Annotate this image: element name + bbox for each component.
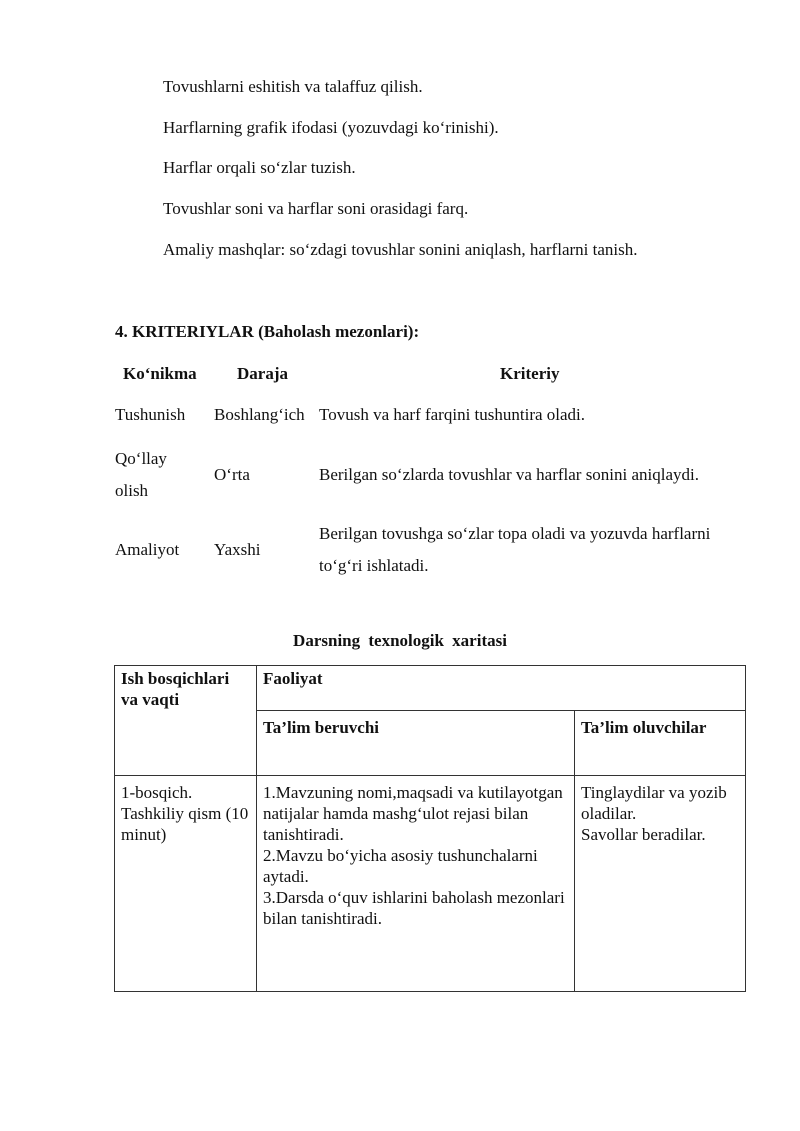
- stage-time-header: Ish bosqichlari va vaqti: [115, 666, 257, 776]
- criteria-criterion: Berilgan tovushga so‘zlar topa oladi va yozuvda harflarni to‘g‘ri ishlatadi.: [319, 524, 711, 575]
- criteria-criterion: Berilgan so‘zlarda tovushlar va harflar sonini aniqlaydi.: [319, 465, 700, 484]
- criteria-header-criterion: Kriteriy: [500, 364, 560, 383]
- criteria-level: Yaxshi: [214, 540, 261, 559]
- students-activity-line: Tinglaydilar va yozib oladilar.: [581, 783, 727, 824]
- tech-map-title: Darsning texnologik xaritasi: [293, 631, 507, 650]
- criteria-skill: Qo‘llay olish: [115, 449, 167, 500]
- teacher-header: Ta’lim beruvchi: [257, 711, 575, 776]
- criteria-header-level: Daraja: [237, 364, 288, 383]
- criteria-level: Boshlang‘ich: [214, 405, 305, 424]
- teacher-activity-cell: [257, 776, 575, 992]
- students-activity-line: Savollar beradilar.: [581, 825, 706, 845]
- students-activity-cell: [575, 776, 746, 992]
- stage-cell: 1-bosqich. Tashkiliy qism (10 minut): [115, 776, 257, 992]
- list-item: Tovushlar soni va harflar soni orasidagi farq.: [163, 199, 469, 218]
- criteria-skill: Amaliyot: [115, 540, 180, 559]
- criteria-header-skill: Ko‘nikma: [123, 364, 197, 383]
- criteria-level: O‘rta: [214, 465, 250, 484]
- list-item: Harflar orqali so‘zlar tuzish.: [163, 158, 356, 177]
- teacher-activity-line: 1.Mavzuning nomi,maqsadi va kutilayotgan natijalar hamda mashg‘ulot rejasi bilan tanishtiradi.: [263, 783, 563, 845]
- list-item: Tovushlarni eshitish va talaffuz qilish.: [163, 77, 423, 96]
- teacher-activity-line: 3.Darsda o‘quv ishlarini baholash mezonlari bilan tanishtiradi.: [263, 888, 565, 929]
- criteria-skill: Tushunish: [115, 405, 186, 424]
- activity-header: Faoliyat: [257, 666, 746, 711]
- list-item: Amaliy mashqlar: so‘zdagi tovushlar sonini aniqlash, harflarni tanish.: [163, 240, 638, 259]
- criteria-criterion: Tovush va harf farqini tushuntira oladi.: [319, 405, 586, 424]
- criteria-heading: 4. KRITERIYLAR (Baholash mezonlari):: [115, 322, 420, 341]
- teacher-activity-line: 2.Mavzu bo‘yicha asosiy tushunchalarni aytadi.: [263, 846, 538, 887]
- list-item: Harflarning grafik ifodasi (yozuvdagi ko‘rinishi).: [163, 118, 499, 137]
- students-header: Ta’lim oluvchilar: [575, 711, 746, 776]
- tech-map-table: [114, 665, 746, 992]
